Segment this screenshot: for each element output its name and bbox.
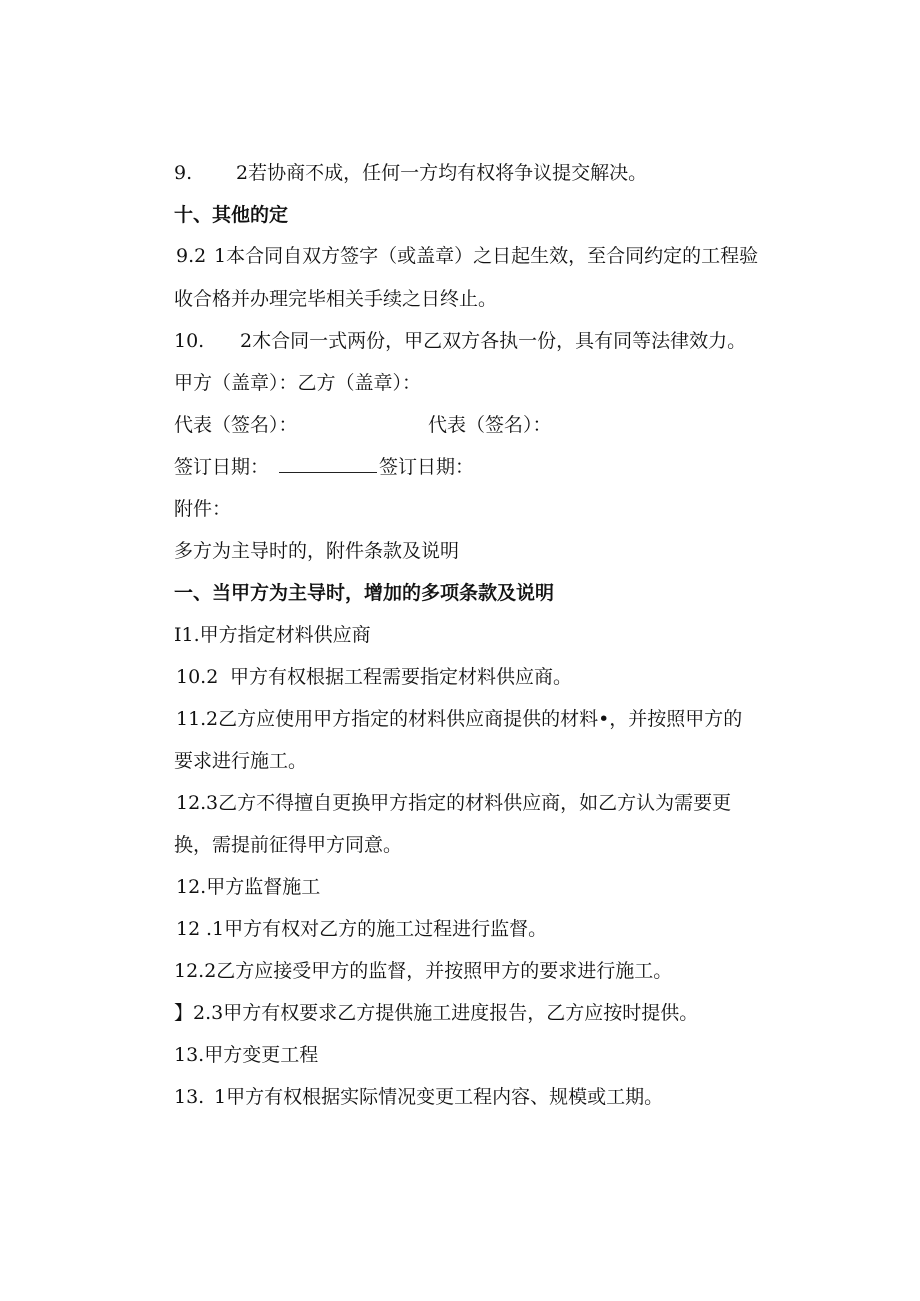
clause-number: 11. xyxy=(176,708,207,730)
clause-number: 13. xyxy=(174,1086,205,1108)
clause-13-1 xyxy=(174,1084,663,1110)
section-heading-1: 一、当甲方为主导时，增加的多项条款及说明 xyxy=(174,582,555,604)
clause-10-2 xyxy=(174,328,746,354)
date-blank xyxy=(279,456,377,473)
clause-number: 12 xyxy=(176,918,201,940)
clause-number: 9. xyxy=(174,162,193,184)
clause-12-3 xyxy=(176,790,731,816)
signing-date-label-b: 签订日期： xyxy=(379,456,475,478)
clause-10-2b xyxy=(176,664,572,690)
clause-number: 12. xyxy=(176,792,207,814)
clause-text: 1甲方有权根据实际情况变更工程内容、规模或工期。 xyxy=(214,1086,664,1108)
attachment-label: 附件： xyxy=(174,498,232,520)
signature-line-right: 代表（签名）： xyxy=(428,414,552,436)
clause-continuation: 收合格并办理完毕相关手续之日终止。 xyxy=(174,288,498,310)
signing-date-line xyxy=(174,454,474,480)
clause-number: 10.2 xyxy=(176,666,219,688)
clause-11-2 xyxy=(176,706,742,732)
clause-9-2 xyxy=(174,160,647,186)
clause-continuation: 换，需提前征得甲方同意。 xyxy=(174,834,403,856)
seal-line: 甲方（盖章）：乙方（盖章）： xyxy=(174,372,422,394)
signing-date-label-a: 签订日期： xyxy=(174,456,270,478)
clause-text: 1本合同自双方签字（或盖章）之日起生效，至合同约定的工程验 xyxy=(214,245,759,267)
signature-line-left: 代表（签名）： xyxy=(174,414,298,436)
item-13-heading: 13.甲方变更工程 xyxy=(174,1044,319,1066)
section-heading-10: 十、其他的定 xyxy=(174,204,289,226)
clause-text: 甲方有权根据工程需要指定材料供应商。 xyxy=(230,666,573,688)
item-11-heading: I1.甲方指定材料供应商 xyxy=(174,624,371,646)
clause-9-2-1 xyxy=(176,243,758,269)
clause-text: 2乙方应使用甲方指定的材料供应商提供的材料•，并按照甲方的 xyxy=(206,708,743,730)
clause-text: 2若协商不成，任何一方均有权将争议提交解决。 xyxy=(236,162,648,184)
clause-12-2: 12.2乙方应接受甲方的监督，并按照甲方的要求进行施工。 xyxy=(174,960,673,982)
clause-12-3b: 】2.3甲方有权要求乙方提供施工进度报告，乙方应按时提供。 xyxy=(174,1002,699,1024)
item-12-heading: 12.甲方监督施工 xyxy=(176,876,321,898)
clause-text: .1甲方有权对乙方的施工过程进行监督。 xyxy=(206,918,548,940)
attachment-subtitle: 多方为主导时的，附件条款及说明 xyxy=(174,540,460,562)
clause-text: 3乙方不得擅自更换甲方指定的材料供应商，如乙方认为需要更 xyxy=(206,792,732,814)
clause-continuation: 要求进行施工。 xyxy=(174,750,308,772)
clause-12-1 xyxy=(176,916,547,942)
clause-number: 9.2 xyxy=(176,245,207,267)
clause-number: 10. xyxy=(174,330,205,352)
clause-text: 2木合同一式两份，甲乙双方各执一份，具有同等法律效力。 xyxy=(240,330,747,352)
